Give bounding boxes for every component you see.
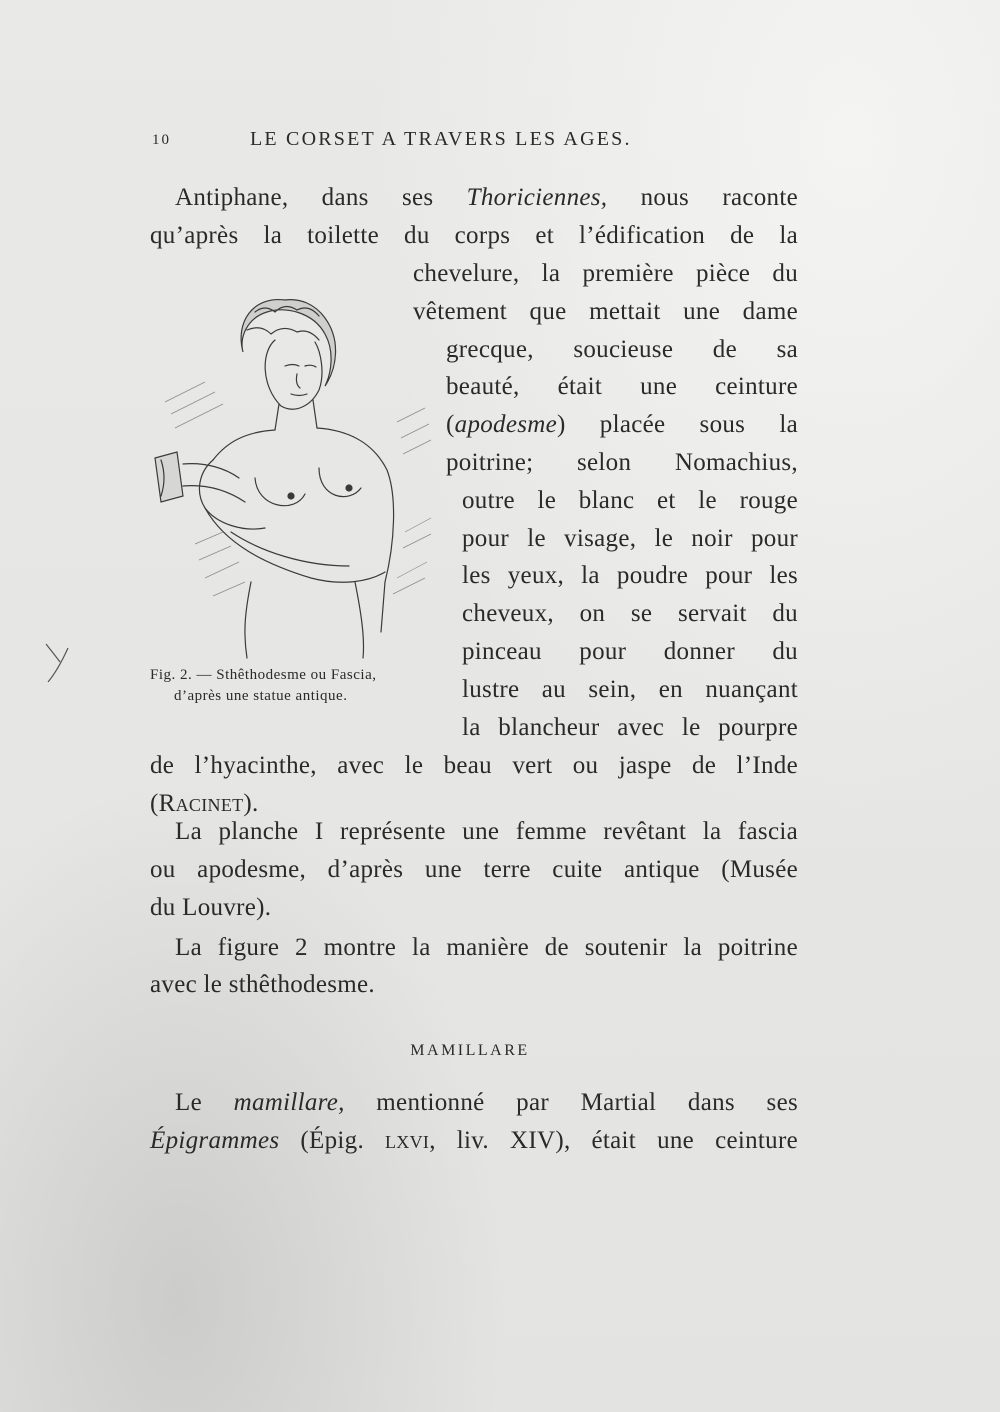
text-line: qu’après la toilette du corps et l’édification de la [150, 222, 798, 249]
text-line: Le mamillare, mentionné par Martial dans ses [175, 1089, 798, 1116]
text-line: vêtement que mettait une dame [413, 298, 798, 325]
text-line: Épigrammes (Épig. lxvi, liv. XIV), était une ceinture [150, 1127, 798, 1154]
page-header [152, 128, 812, 158]
text-line: de l’hyacinthe, avec le beau vert ou jaspe de l’Inde [150, 752, 798, 779]
text-line: la blancheur avec le pourpre [462, 714, 798, 741]
text-line: (Racinet). [150, 790, 259, 817]
text-line: pinceau pour donner du [462, 638, 798, 665]
text-line: outre le blanc et le rouge [462, 487, 798, 514]
figure-caption: Fig. 2. — Sthêthodesme ou Fascia, [150, 667, 377, 683]
text-line: du Louvre). [150, 894, 272, 921]
text-line: La figure 2 montre la manière de soutenir la poitrine [175, 934, 798, 961]
text-line: La planche I représente une femme revêtant la fascia [175, 818, 798, 845]
text-line: chevelure, la première pièce du [413, 260, 798, 287]
text-line: poitrine; selon Nomachius, [446, 449, 798, 476]
pencil-mark-icon [40, 640, 80, 685]
text-line: lustre au sein, en nuançant [462, 676, 798, 703]
text-line: avec le sthêthodesme. [150, 971, 375, 998]
engraving-figure [135, 282, 435, 662]
section-title: MAMILLARE [410, 1042, 530, 1059]
statue-engraving-icon [135, 282, 435, 662]
text-line: cheveux, on se servait du [462, 600, 798, 627]
text-line: Antiphane, dans ses Thoriciennes, nous raconte [175, 184, 798, 211]
page-number: 10 [152, 132, 171, 148]
text-line: les yeux, la poudre pour les [462, 562, 798, 589]
text-line: pour le visage, le noir pour [462, 525, 798, 552]
text-line: beauté, était une ceinture [446, 373, 798, 400]
running-head: LE CORSET A TRAVERS LES AGES. [250, 128, 632, 150]
text-line: ou apodesme, d’après une terre cuite antique (Musée [150, 856, 798, 883]
text-line: (apodesme) placée sous la [446, 411, 798, 438]
text-line: grecque, soucieuse de sa [446, 336, 798, 363]
figure-caption: d’après une statue antique. [174, 688, 348, 704]
